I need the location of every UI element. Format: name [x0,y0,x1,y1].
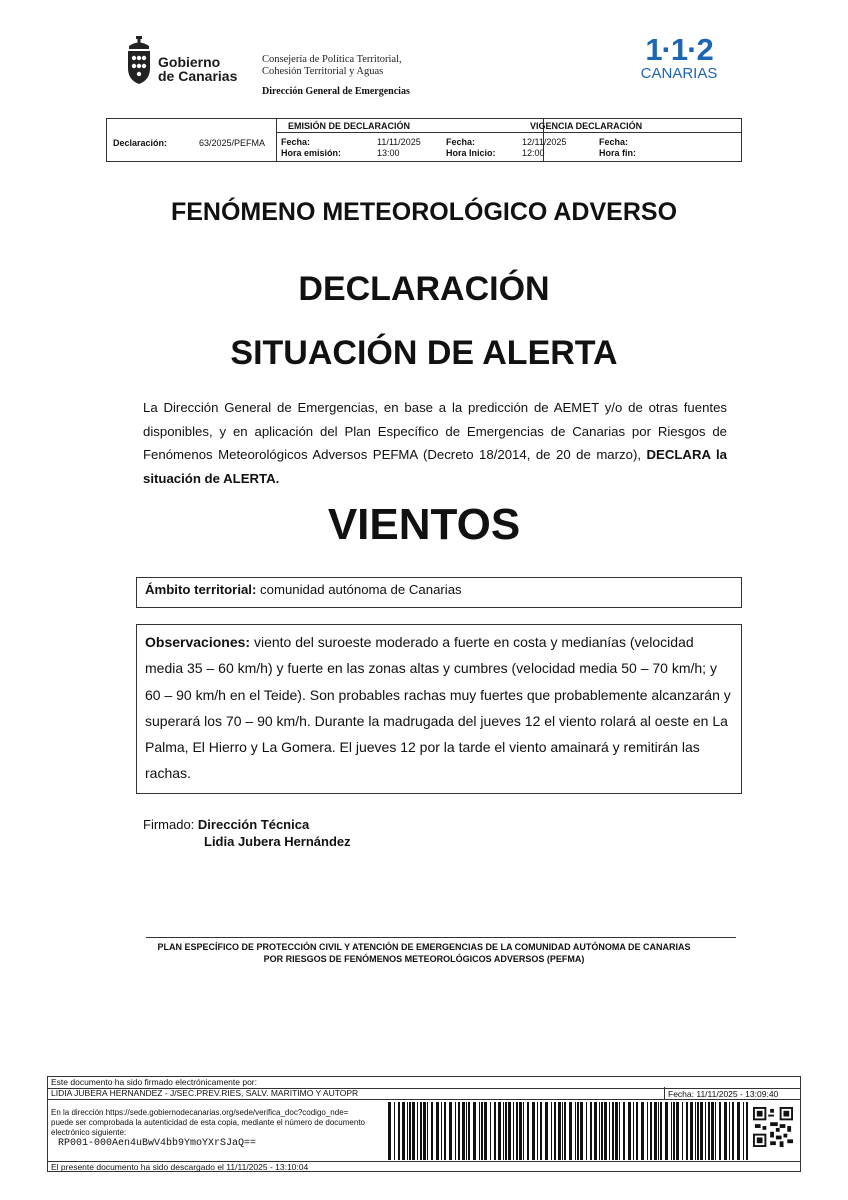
firma-label: Firmado: [143,817,195,832]
signer: LIDIA JUBERA HERNANDEZ - J/SEC.PREV.RIES, SALV. MARITIMO Y AUTOPR [51,1088,359,1098]
vigencia-header: VIGENCIA DECLARACIÓN [530,121,643,131]
firma-block [143,816,351,850]
consejeria [262,54,402,78]
verify-text: En la dirección https://sede.gobiernodecanarias.org/sede/verifica_doc?codigo_nde= puede ser comprobada la autenticidad de esta copia, mediante el número de documento electrónico siguiente: [51,1108,365,1137]
ambito-value: comunidad autónoma de Canarias [260,582,462,597]
government-name-line2: de Canarias [158,68,238,84]
emision-header: EMISIÓN DE DECLARACIÓN [288,121,411,131]
consejeria-line1: Consejería de Política Territorial, [262,54,402,65]
observaciones-value: viento del suroeste moderado a fuerte en costa y medianías (velocidad media 35 – 60 km/h) y fuerte en las zonas altas y cumbres (velocidad media 50 – 70 km/h; y 60 – 90 km/h en el Teide). Son probables rachas muy fuertes que probablemente alcanzarán y superará los 70 – 90 km/h. Durante la madrugada del jueves 12 el viento rolará al oeste en La Palma, El Hierro y La Gomera. El jueves 12 por la tarde el viento amainará y remitirán las rachas. [145,634,731,782]
barcode-icon [388,1102,750,1160]
vigencia-hora-fin-label: Hora fin: [599,148,636,158]
intro-text: La Dirección General de Emergencias, en base a la predicción de AEMET y/o de otras fuentes disponibles, y en aplicación del Plan Específico de Emergencias de Canarias por Riesgos de Fenómenos Meteorológicos Adversos PEFMA (Decreto 18/2014, de 20 de marzo), [143,400,727,462]
intro-bold: DECLARA la situación de ALERTA. [143,447,727,486]
plan-line2: POR RIESGOS DE FENÓMENOS METEOROLÓGICOS ADVERSOS (PEFMA) [263,954,585,964]
emision-fecha-label: Fecha: [281,137,311,147]
emision-fecha-value: 11/11/2025 [377,137,421,147]
vigencia-hora-inicio-value: 12:00 [522,148,545,158]
intro-paragraph [143,396,727,490]
emision-hora-label: Hora emisión: [281,148,342,158]
document-code: RP001-000Aen4uBwV4bb9YmoYXrSJaQ== [58,1138,257,1149]
logo-112 [636,34,722,82]
download-date: El presente documento ha sido descargado el 11/11/2025 - 13:10:04 [48,1161,800,1173]
firma-name: Lidia Jubera Hernández [204,834,351,849]
plan-divider [146,937,736,938]
ambito-label: Ámbito territorial: [145,582,257,597]
ambito-box [136,577,742,608]
observaciones-label: Observaciones: [145,634,251,650]
declaracion-title: DECLARACIÓN [298,270,550,308]
direccion-general: Dirección General de Emergencias [262,86,410,97]
emision-hora-value: 13:00 [377,148,400,158]
plan-footer [0,941,848,965]
declaracion-value: 63/2025/PEFMA [199,138,266,148]
vigencia-hora-inicio-label: Hora Inicio: [446,148,496,158]
qr-code-icon [753,1107,793,1147]
government-name-line1: Gobierno [158,54,221,70]
gobierno-canarias-crest-icon [124,36,154,86]
declaration-info-table [106,118,742,162]
logo-112-text: CANARIAS [640,65,718,82]
phenomenon-title: FENÓMENO METEOROLÓGICO ADVERSO [170,198,678,226]
vigencia-fecha-fin-label: Fecha: [599,137,629,147]
signature-date: Fecha: 11/11/2025 - 13:09:40 [668,1089,779,1099]
vigencia-fecha-label: Fecha: [446,137,476,147]
hazard-title: VIENTOS [327,500,521,549]
signed-by: Este documento ha sido firmado electrónicamente por: [48,1077,800,1089]
situacion-title: SITUACIÓN DE ALERTA [230,334,618,372]
observaciones-box [136,624,742,794]
plan-line1: PLAN ESPECÍFICO DE PROTECCIÓN CIVIL Y ATENCIÓN DE EMERGENCIAS DE LA COMUNIDAD AUTÓNOMA DE CANARIAS [157,942,691,952]
firma-role: Dirección Técnica [197,817,310,832]
consejeria-line2: Cohesión Territorial y Aguas [262,66,384,77]
electronic-signature-box [47,1076,801,1172]
vigencia-fecha-value: 12/11/2025 [522,137,567,147]
government-name [158,55,237,83]
logo-112-number: 1·1·2 [645,32,713,67]
declaracion-label: Declaración: [113,138,168,148]
